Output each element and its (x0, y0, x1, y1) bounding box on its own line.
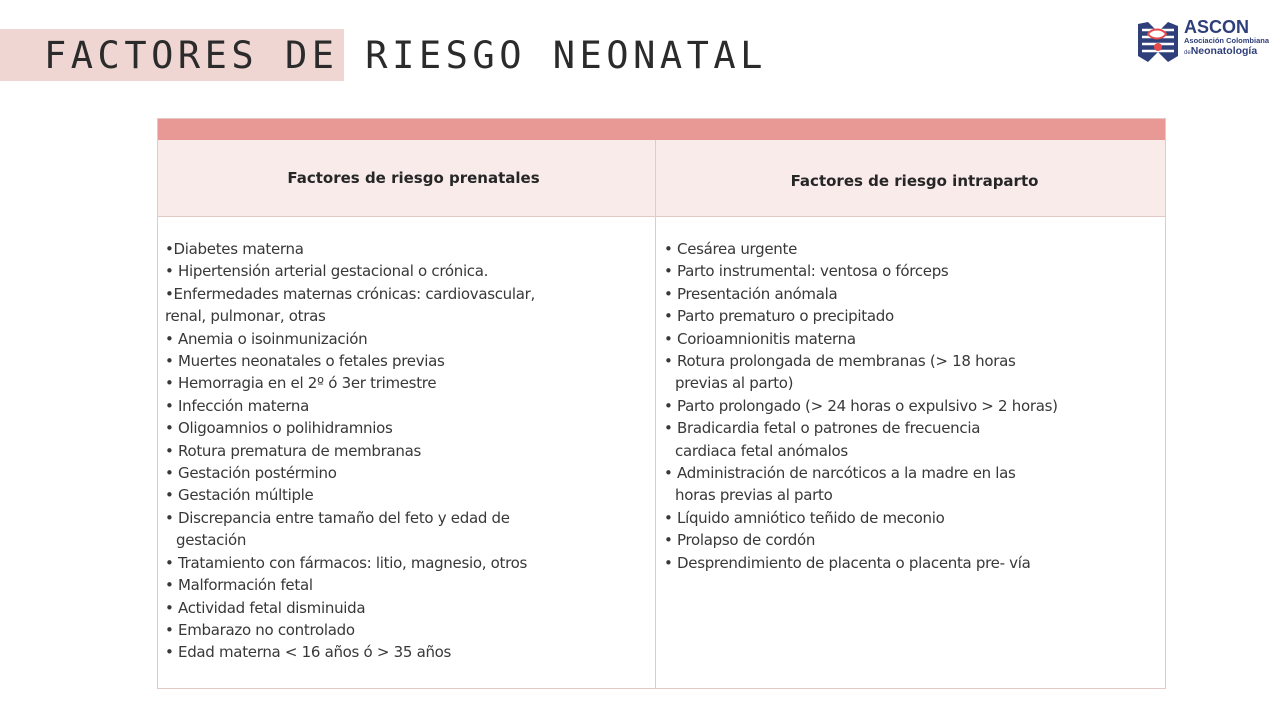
intrapartum-item-continuation: cardiaca fetal anómalos (675, 441, 848, 460)
prenatal-item: • Hemorragia en el 2º ó 3er trimestre (165, 374, 437, 393)
table-body-row (158, 217, 1165, 689)
ascon-logo-icon (1134, 16, 1182, 66)
intrapartum-item: • Bradicardia fetal o patrones de frecuencia (664, 419, 981, 438)
intrapartum-item-continuation: previas al parto) (675, 374, 794, 393)
logo-association-line: Asociación Colombiana (1184, 36, 1270, 45)
risk-factors-table (157, 118, 1166, 689)
table-header-row (158, 140, 1165, 217)
logo-de-prefix: de (1184, 50, 1191, 56)
prenatal-item: • Oligoamnios o polihidramnios (165, 419, 393, 438)
prenatal-item: •Diabetes materna (165, 240, 304, 258)
intrapartum-item: • Rotura prolongada de membranas (> 18 horas (664, 352, 1016, 371)
logo-acronym: ASCON (1184, 17, 1250, 37)
prenatal-item: • Hipertensión arterial gestacional o crónica. (165, 262, 489, 281)
intrapartum-item: • Parto prolongado (> 24 horas o expulsivo > 2 horas) (664, 396, 1058, 415)
prenatal-item: • Rotura prematura de membranas (165, 441, 422, 460)
intrapartum-item: • Presentación anómala (664, 284, 838, 303)
prenatal-item: • Embarazo no controlado (165, 620, 355, 639)
intrapartum-item: • Corioamnionitis materna (664, 329, 856, 348)
intrapartum-item: • Parto prematuro o precipitado (664, 307, 894, 326)
prenatal-item: • Actividad fetal disminuida (165, 598, 366, 617)
prenatal-factors-list (158, 217, 656, 689)
prenatal-item: • Discrepancia entre tamaño del feto y edad de (165, 508, 510, 527)
intrapartum-item: • Cesárea urgente (664, 240, 798, 258)
prenatal-item: • Infección materna (165, 396, 309, 415)
intrapartum-item: • Desprendimiento de placenta o placenta pre- vía (664, 553, 1031, 572)
prenatal-item: • Tratamiento con fármacos: litio, magnesio, otros (165, 553, 528, 572)
intrapartum-item: • Líquido amniótico teñido de meconio (664, 508, 945, 527)
prenatal-item-continuation: renal, pulmonar, otras (165, 307, 326, 326)
prenatal-header: Factores de riesgo prenatales (158, 140, 656, 216)
prenatal-item: • Malformación fetal (165, 576, 313, 595)
intrapartum-item: • Prolapso de cordón (664, 531, 816, 550)
prenatal-item: • Anemia o isoinmunización (165, 329, 368, 348)
prenatal-item: •Enfermedades maternas crónicas: cardiovascular, (165, 284, 535, 303)
ascon-logo (1134, 16, 1270, 66)
table-accent-bar (158, 119, 1165, 140)
logo-neonatology-line (1184, 45, 1269, 60)
intrapartum-item: • Administración de narcóticos a la madre en las (664, 464, 1016, 483)
prenatal-item: • Edad materna < 16 años ó > 35 años (165, 643, 452, 662)
prenatal-item: • Gestación postérmino (165, 464, 337, 483)
intrapartum-factors-list (656, 217, 1165, 689)
intrapartum-item: • Parto instrumental: ventosa o fórceps (664, 262, 949, 281)
prenatal-item: • Gestación múltiple (165, 486, 314, 505)
prenatal-item: • Muertes neonatales o fetales previas (165, 352, 445, 371)
slide-title: FACTORES DE RIESGO NEONATAL (44, 34, 767, 77)
intrapartum-item-continuation: horas previas al parto (675, 486, 833, 505)
prenatal-item-continuation: gestación (176, 531, 247, 550)
logo-wordmark (1184, 18, 1269, 60)
intrapartum-header: Factores de riesgo intraparto (790, 172, 1039, 190)
logo-neonatology-label: Neonatología (1190, 45, 1258, 57)
